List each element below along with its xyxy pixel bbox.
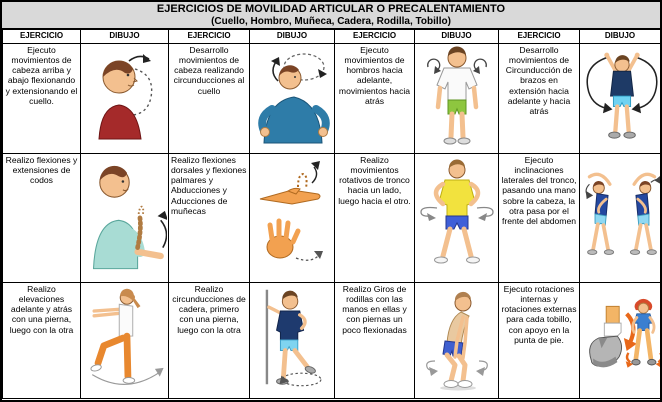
exercise-text-cell: Ejecuto inclinaciones laterales del tronco, pasando una mano sobre la cabeza, la otra pasa por el frente del abdomen	[499, 154, 580, 283]
exercise-text-cell: Realizo Giros de rodillas con las manos en ellas y con piernas un poco flexionadas	[335, 283, 415, 399]
dibujo-cell	[580, 154, 661, 283]
column-header-dibujo: DIBUJO	[250, 30, 335, 44]
header-row	[3, 30, 661, 44]
exercise-text-cell: Ejecuto movimientos de hombros hacia adelante, movimientos hacia atrás	[335, 44, 415, 154]
elbow-flexion-illustration	[83, 155, 167, 273]
dibujo-cell	[250, 154, 335, 283]
dibujo-cell	[81, 283, 169, 399]
shoulder-rolls-illustration	[422, 45, 492, 149]
exercise-table	[2, 29, 661, 399]
column-header-ejercicio: EJERCICIO	[335, 30, 415, 44]
exercise-text-cell: Desarrollo movimientos de cabeza realizando circunducciones al cuello	[169, 44, 250, 154]
table-row	[3, 154, 661, 283]
trunk-rotation-illustration	[417, 155, 497, 273]
column-header-dibujo: DIBUJO	[415, 30, 499, 44]
column-header-dibujo: DIBUJO	[580, 30, 661, 44]
dibujo-cell	[415, 44, 499, 154]
exercise-text-cell: Realizo flexiones y extensiones de codos	[3, 154, 81, 283]
dibujo-cell	[250, 283, 335, 399]
dibujo-cell	[250, 44, 335, 154]
head-flexion-illustration	[83, 45, 167, 149]
column-header-ejercicio: EJERCICIO	[499, 30, 580, 44]
hip-circumduction-illustration	[252, 284, 332, 392]
arm-circles-illustration	[582, 45, 661, 149]
exercise-text-cell: Ejecuto movimientos de cabeza arriba y abajo flexionando y extensionando el cuello.	[3, 44, 81, 154]
neck-circumduction-illustration	[252, 45, 335, 149]
table-title-block	[2, 2, 660, 29]
dibujo-cell	[580, 44, 661, 154]
exercise-text-cell: Realizo flexiones dorsales y flexiones palmares y Abducciones y Aducciones de muñecas	[169, 154, 250, 283]
table-row	[3, 44, 661, 154]
dibujo-cell	[580, 283, 661, 399]
wrist-flexion-illustration	[252, 155, 335, 273]
ankle-rotation-illustration	[582, 284, 661, 392]
column-header-ejercicio: EJERCICIO	[169, 30, 250, 44]
exercise-text-cell: Realizo movimientos rotativos de tronco hacia un lado, luego hacia el otro.	[335, 154, 415, 283]
dibujo-cell	[81, 44, 169, 154]
trunk-lateral-bend-illustration	[582, 155, 661, 273]
knee-circles-illustration	[417, 284, 497, 392]
leg-swings-illustration	[83, 284, 169, 392]
page-subtitle: (Cuello, Hombro, Muñeca, Cadera, Rodilla, Tobillo)	[211, 16, 451, 27]
dibujo-cell	[415, 154, 499, 283]
column-header-dibujo: DIBUJO	[81, 30, 169, 44]
exercise-text-cell: Realizo circunducciones de cadera, primero con una pierna, luego con la otra	[169, 283, 250, 399]
table-row	[3, 283, 661, 399]
dibujo-cell	[415, 283, 499, 399]
exercise-text-cell: Desarrollo movimientos de Circunducción de brazos en extensión hacia adelante y hacia atrás	[499, 44, 580, 154]
exercise-text-cell: Realizo elevaciones adelante y atrás con una pierna, luego con la otra	[3, 283, 81, 399]
page-title: EJERCICIOS DE MOVILIDAD ARTICULAR O PRECALENTAMIENTO	[156, 3, 506, 15]
exercise-text-cell: Ejecuto rotaciones internas y rotaciones externas para cada tobillo, con apoyo en la punta de pie.	[499, 283, 580, 399]
column-header-ejercicio: EJERCICIO	[3, 30, 81, 44]
dibujo-cell	[81, 154, 169, 283]
